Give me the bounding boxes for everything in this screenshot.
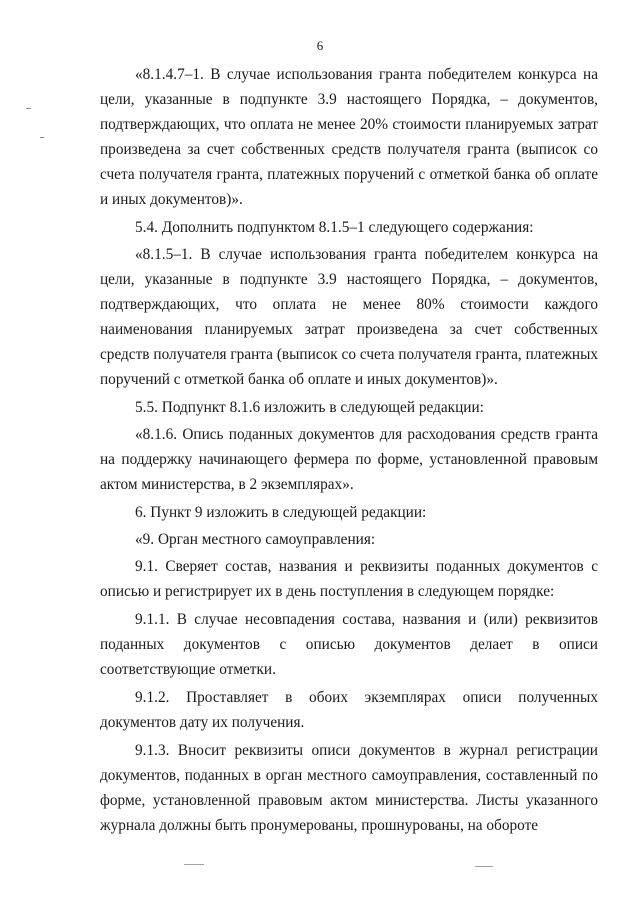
paragraph-6: 6. Пункт 9 изложить в следующей редакции:	[135, 504, 427, 521]
footer-mark	[184, 864, 204, 865]
paragraph-9: «9. Орган местного самоуправления:	[135, 531, 376, 548]
margin-mark	[26, 108, 31, 109]
page-number: 6	[316, 38, 324, 53]
paragraph-8-1-5-1: «8.1.5–1. В случае использования гранта победителем конкурса на цели, указанные в подпункте 3.9 настоящего Порядка, – документов, подтверждающих, что оплата не менее 80% стоимости каждого наименования планируемых затрат произведена за счет собственных средств получателя гранта (выписок со счета получателя гранта, платежных поручений с отметкой банка об оплате и иных документов)».	[100, 246, 598, 388]
paragraph-9-1-2: 9.1.2. Проставляет в обоих экземплярах описи полученных документов дату их получения.	[100, 689, 598, 731]
paragraph-9-1-1: 9.1.1. В случае несовпадения состава, названия и (или) реквизитов поданных документов с описью документов делает в описи соответствующие отметки.	[100, 611, 598, 678]
footer-mark	[475, 866, 493, 867]
paragraph-5-5: 5.5. Подпункт 8.1.6 изложить в следующей редакции:	[135, 399, 484, 416]
document-body	[100, 62, 598, 841]
paragraph-8-1-6: «8.1.6. Опись поданных документов для расходования средств гранта на поддержку начинающего фермера по форме, установленной правовым актом министерства, в 2 экземплярах».	[100, 426, 598, 493]
paragraph-8-1-4-7-1: «8.1.4.7–1. В случае использования гранта победителем конкурса на цели, указанные в подпункте 3.9 настоящего Порядка, – документов, подтверждающих, что оплата не менее 20% стоимости планируемых затрат произведена за счет собственных средств получателя гранта (выписок со счета получателя гранта, платежных поручений с отметкой банка об оплате и иных документов)».	[100, 66, 598, 208]
paragraph-9-1-3: 9.1.3. Вносит реквизиты описи документов в журнал регистрации документов, поданных в орган местного самоуправления, составленный по форме, установленной правовым актом министерства. Листы указанного журнала должны быть пронумерованы, прошнурованы, на обороте	[100, 742, 598, 834]
margin-mark	[40, 137, 44, 138]
paragraph-5-4: 5.4. Дополнить подпунктом 8.1.5–1 следующего содержания:	[135, 219, 534, 236]
paragraph-9-1: 9.1. Сверяет состав, названия и реквизиты поданных документов с описью и регистрирует их в день поступления в следующем порядке:	[100, 558, 598, 600]
